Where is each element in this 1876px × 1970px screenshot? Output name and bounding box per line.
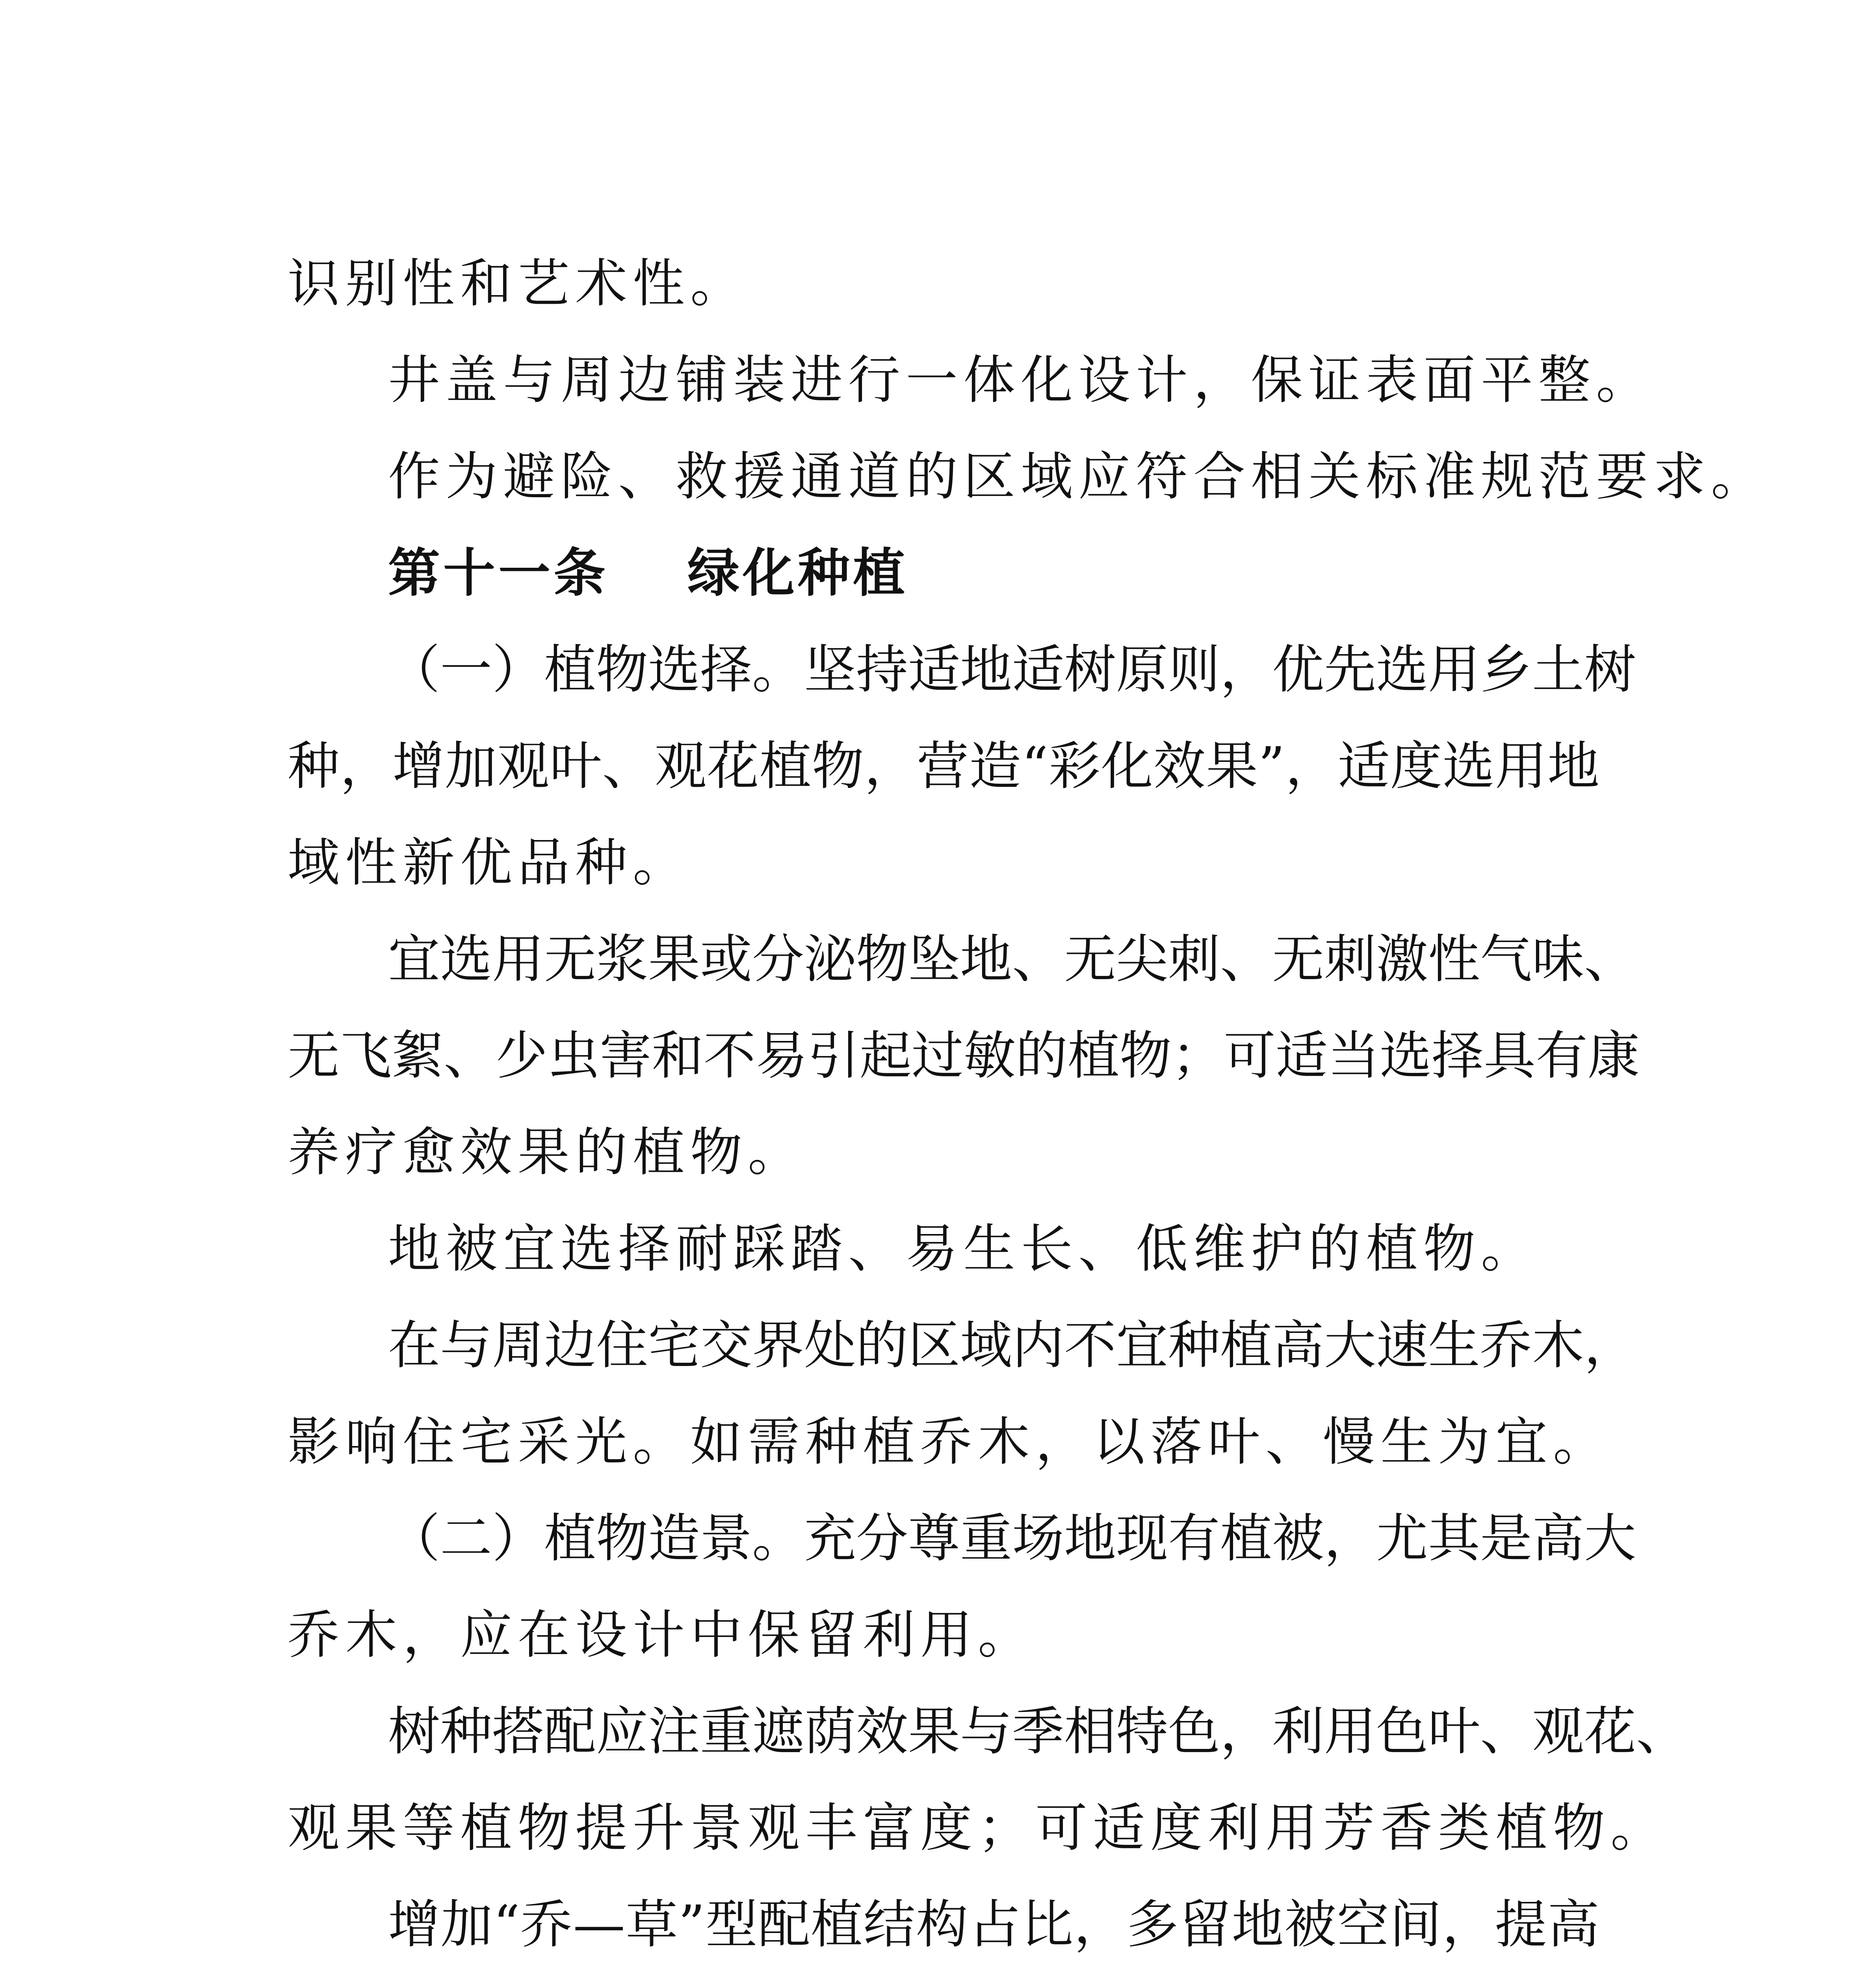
paragraph-line: 影响住宅采光。如需种植乔木，以落叶、慢生为宜。 xyxy=(288,1412,1610,1472)
paragraph-line: （二）植物造景。充分尊重场地现有植被，尤其是高大 xyxy=(388,1508,1636,1569)
paragraph-line: 识别性和艺术性。 xyxy=(288,253,748,314)
article-title: 绿化种植 xyxy=(687,543,908,604)
paragraph-line: 地被宜选择耐踩踏、易生长、低维护的植物。 xyxy=(388,1219,1538,1279)
article-number: 第十一条 xyxy=(388,543,609,604)
paragraph-line: 观果等植物提升景观丰富度；可适度利用芳香类植物。 xyxy=(288,1798,1668,1858)
paragraph-line: 乔木，应在设计中保留利用。 xyxy=(288,1605,1035,1665)
paragraph-line: 域性新优品种。 xyxy=(288,833,690,893)
article-heading xyxy=(388,538,1599,609)
paragraph-line: 养疗愈效果的植物。 xyxy=(288,1122,805,1183)
paragraph-line: 作为避险、救援通道的区域应符合相关标准规范要求。 xyxy=(388,446,1768,507)
paragraph-line: 井盖与周边铺装进行一体化设计，保证表面平整。 xyxy=(388,350,1653,411)
paragraph-line: （一）植物选择。坚持适地适树原则，优先选用乡土树 xyxy=(388,639,1636,700)
paragraph-line: 种，增加观叶、观花植物，营造“彩化效果”，适度选用地 xyxy=(288,736,1599,797)
paragraph-line: 增加“乔—草”型配植结构占比，多留地被空间，提高 xyxy=(388,1894,1599,1955)
paragraph-line: 无飞絮、少虫害和不易引起过敏的植物；可适当选择具有康 xyxy=(288,1026,1640,1086)
paragraph-line: 树种搭配应注重遮荫效果与季相特色，利用色叶、观花、 xyxy=(388,1701,1688,1762)
paragraph-line: 宜选用无浆果或分泌物坠地、无尖刺、无刺激性气味、 xyxy=(388,929,1636,990)
paragraph-line: 在与周边住宅交界处的区域内不宜种植高大速生乔木， xyxy=(388,1315,1636,1376)
